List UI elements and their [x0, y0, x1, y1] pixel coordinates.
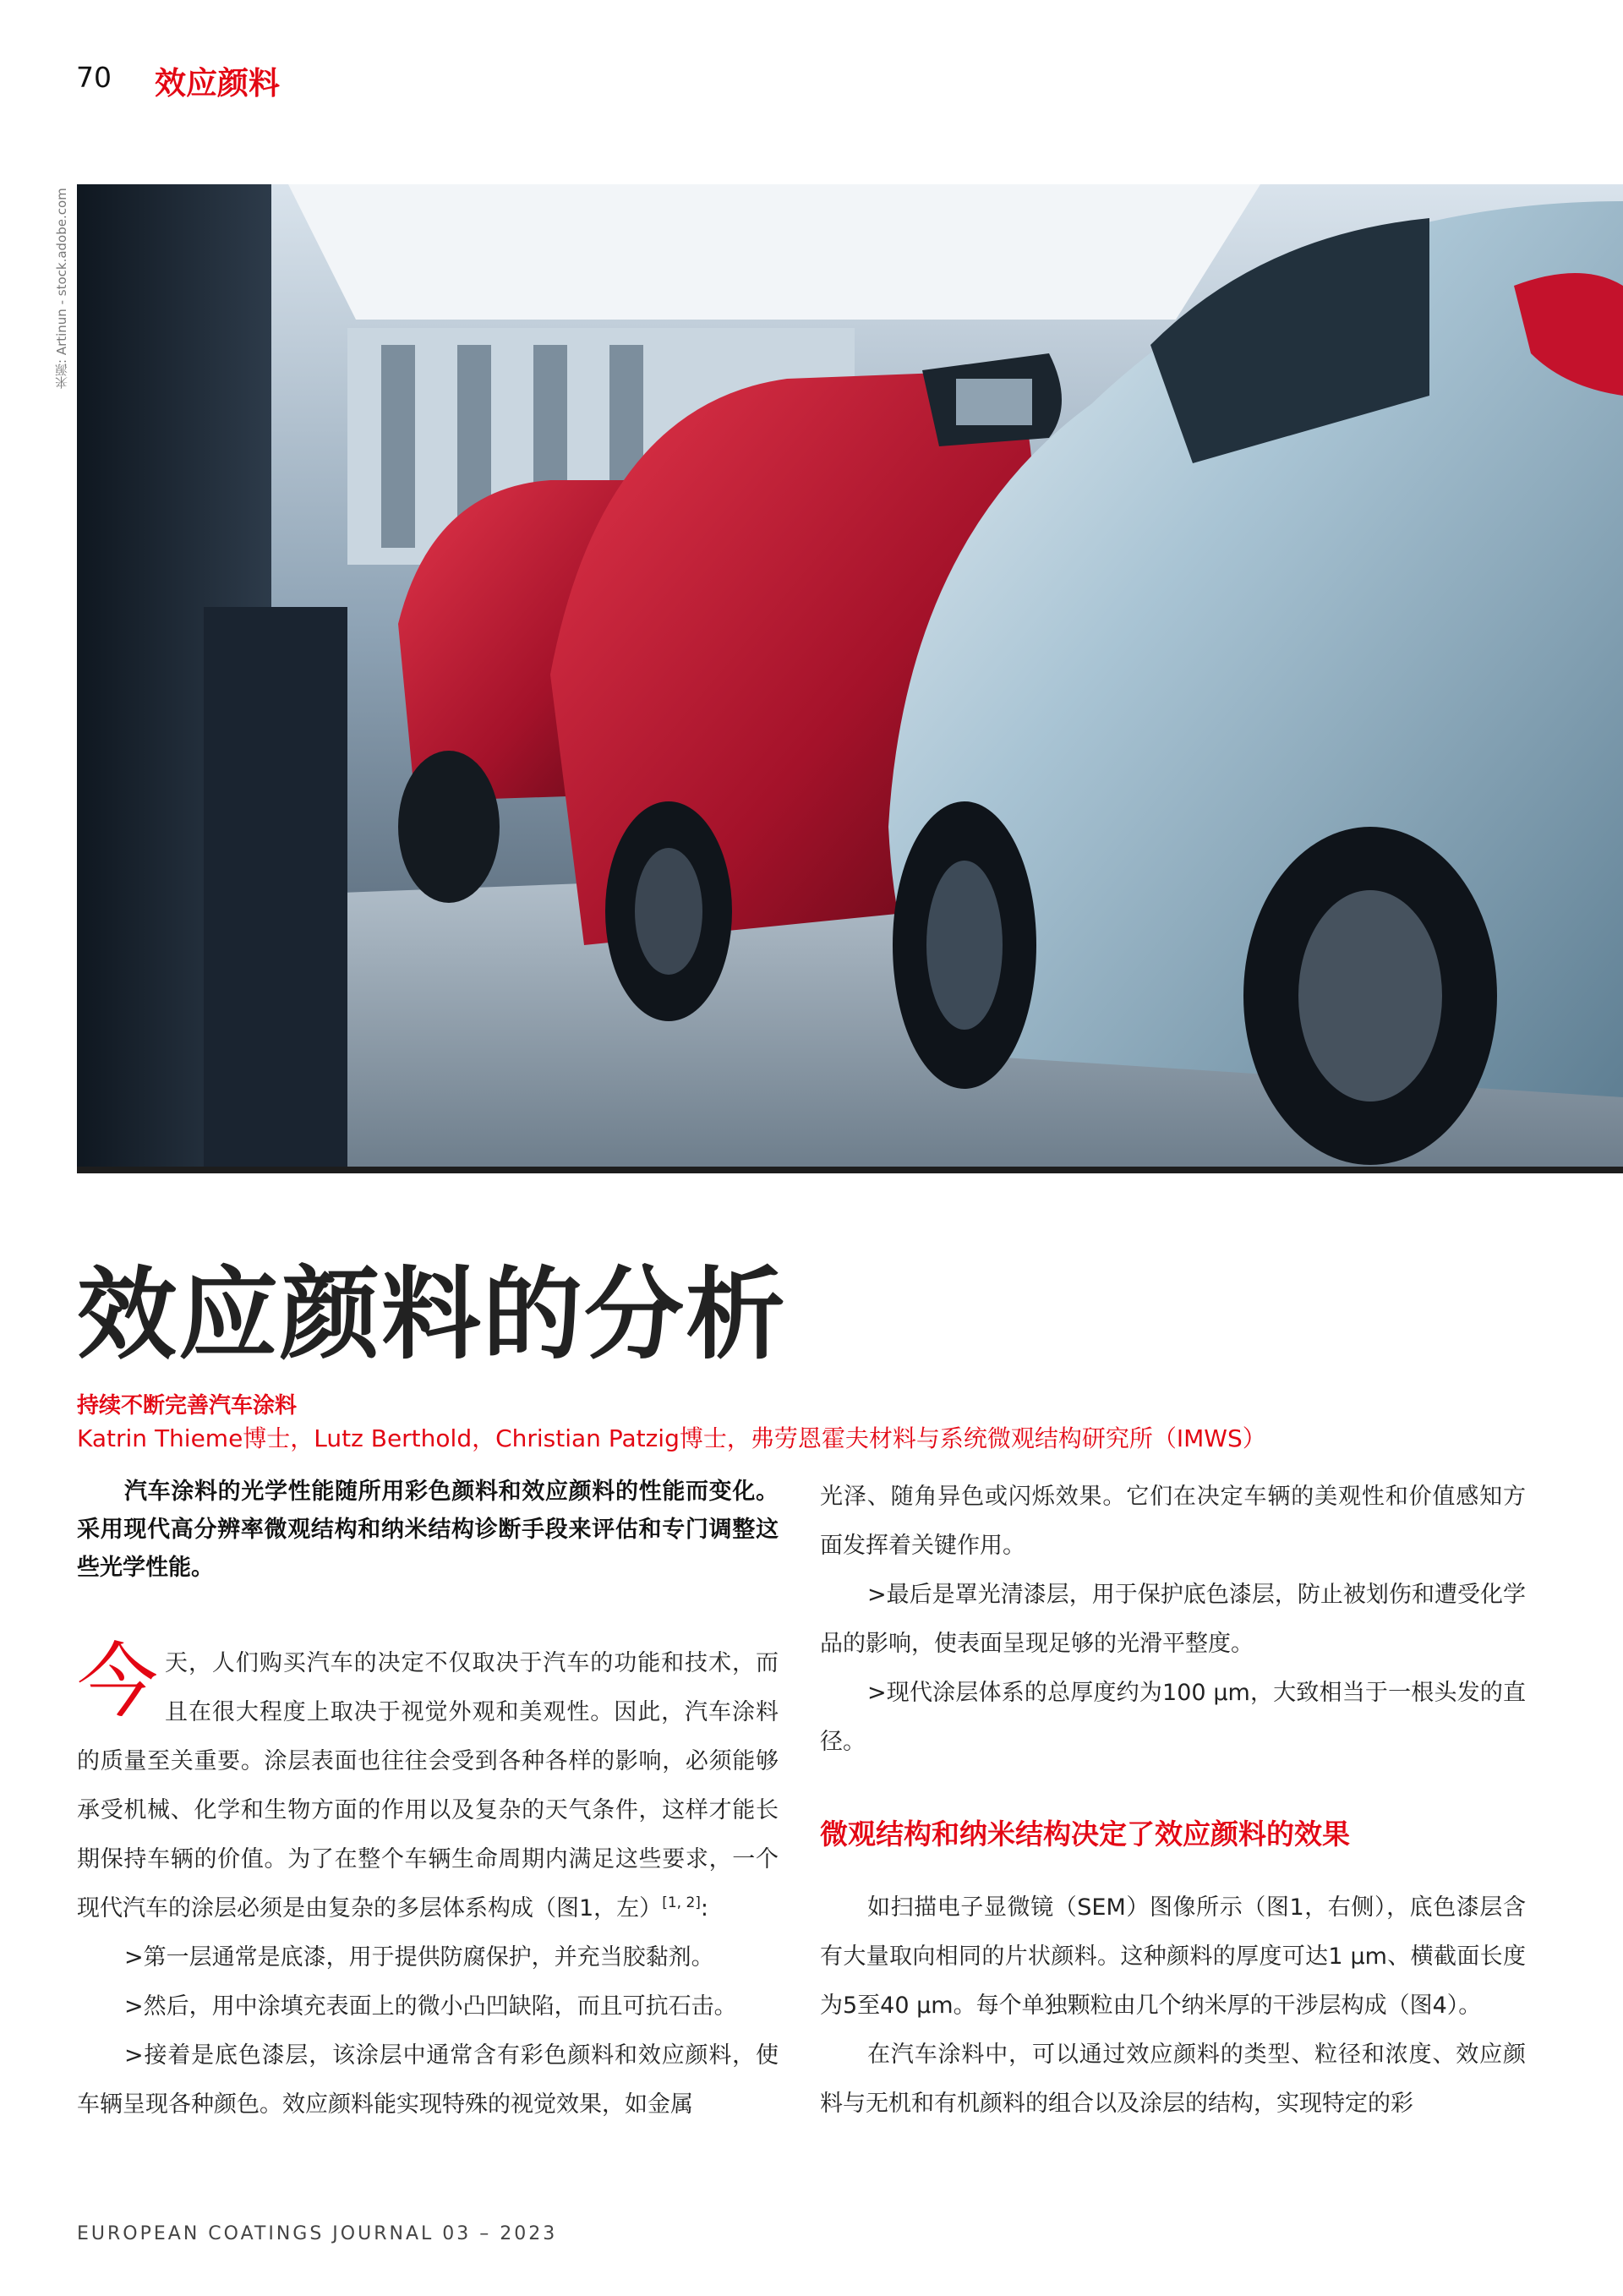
list-item-4: >最后是罩光清漆层，用于保护底色漆层，防止被划伤和遭受化学品的影响，使表面呈现足够的光滑平整度。 [820, 1582, 1526, 1657]
footer-journal: EUROPEAN COATINGS JOURNAL 03 – 2023 [77, 2223, 558, 2244]
page-number: 70 [76, 61, 112, 94]
list-item-5: >现代涂层体系的总厚度约为100 μm，大致相当于一根头发的直径。 [820, 1680, 1526, 1755]
column-left [77, 1473, 779, 2129]
list-item-1: >第一层通常是底漆，用于提供防腐保护，并充当胶黏剂。 [124, 1944, 714, 1971]
list-item-2: >然后，用中涂填充表面上的微小凸凹缺陷，而且可抗石击。 [124, 1993, 737, 2020]
hero-image-cars-showroom [77, 184, 1623, 1173]
dropcap: 今 [77, 1634, 158, 1729]
paragraph-effect-pigments: 在汽车涂料中，可以通过效应颜料的类型、粒径和浓度、效应颜料与无机和有机颜料的组合以及涂层的结构，实现特定的彩 [820, 2042, 1526, 2117]
list-item-3: >接着是底色漆层，该涂层中通常含有彩色颜料和效应颜料，使车辆呈现各种颜色。效应颜料能实现特殊的视觉效果，如金属 [77, 2042, 779, 2118]
hero-illustration [77, 184, 1623, 1173]
photo-credit: 来源: Artinun - stock.adobe.com [54, 188, 69, 389]
intro-end: : [700, 1895, 709, 1922]
paragraph-sem: 如扫描电子显微镜（SEM）图像所示（图1，右侧），底色漆层含有大量取向相同的片状颜料。这种颜料的厚度可达1 μm、横截面长度为5至40 μm。每个单独颗粒由几个纳米厚的干涉层构成（图4）。 [820, 1894, 1526, 2019]
column-right [820, 1473, 1526, 2129]
intro-paragraph [77, 1634, 779, 1933]
hero-divider [77, 1167, 1623, 1173]
intro-text: 天，人们购买汽车的决定不仅取决于汽车的功能和技术，而且在很大程度上取决于视觉外观和美观性。因此，汽车涂料的质量至关重要。涂层表面也往往会受到各种各样的影响，必须能够承受机械、化学和生物方面的作用以及复杂的天气条件，这样才能长期保持车辆的价值。为了在整个车辆生命周期内满足这些要求，一个现代汽车的涂层必须是由复杂的多层体系构成（图1，左） [77, 1650, 779, 1922]
list-item-3-continued: 光泽、随角异色或闪烁效果。它们在决定车辆的美观性和价值感知方面发挥着关键作用。 [820, 1484, 1526, 1559]
article-title: 效应颜料的分析 [77, 1256, 788, 1373]
section-heading: 微观结构和纳米结构决定了效应颜料的效果 [820, 1818, 1350, 1850]
article-subtitle: 持续不断完善汽车涂料 [77, 1393, 298, 1419]
article-authors: Katrin Thieme博士，Lutz Berthold，Christian Patzig博士，弗劳恩霍夫材料与系统微观结构研究所（IMWS） [77, 1424, 1266, 1452]
intro-reference: [1, 2] [662, 1894, 701, 1911]
abstract: 汽车涂料的光学性能随所用彩色颜料和效应颜料的性能而变化。采用现代高分辨率微观结构和纳米结构诊断手段来评估和专门调整这些光学性能。 [77, 1479, 779, 1581]
section-label: 效应颜料 [155, 65, 280, 101]
